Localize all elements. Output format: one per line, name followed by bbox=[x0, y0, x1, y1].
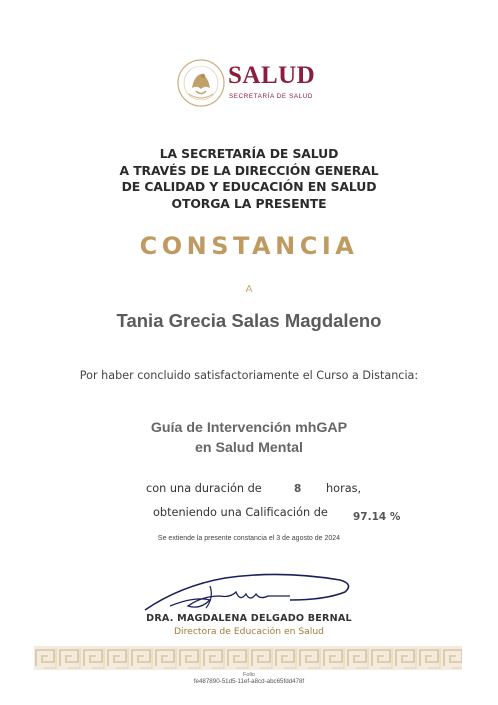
certificate-title: CONSTANCIA bbox=[139, 232, 359, 260]
course-title bbox=[0, 418, 498, 458]
intro-line: DE CALIDAD Y EDUCACIÓN EN SALUD bbox=[121, 179, 377, 194]
intro-line: OTORGA LA PRESENTE bbox=[171, 195, 327, 211]
brand-name: SALUD bbox=[228, 62, 316, 89]
signer-name: DRA. MAGDALENA DELGADO BERNAL bbox=[146, 613, 352, 624]
intro-line: A TRAVÉS DE LA DIRECCIÓN GENERAL bbox=[119, 162, 379, 178]
mexican-coat-of-arms-seal-icon bbox=[176, 58, 226, 108]
brand-subtitle: SECRETARÍA DE SALUD bbox=[229, 93, 314, 100]
duration-number: 8 bbox=[294, 483, 302, 495]
grade-value bbox=[353, 510, 400, 523]
recipient-name: Tania Grecia Salas Magdaleno bbox=[116, 310, 382, 331]
intro-block bbox=[0, 146, 498, 212]
salud-logo bbox=[176, 58, 326, 110]
grade-number: 97.14 % bbox=[353, 511, 401, 523]
folio-label: Folio bbox=[243, 672, 255, 678]
signer-role: Directora de Educación en Salud bbox=[173, 626, 325, 637]
course-line: en Salud Mental bbox=[195, 440, 303, 456]
folio-value: fe487890-51d5-11ef-a8cd-abc65fdd478f bbox=[193, 678, 305, 685]
decorative-border-band bbox=[34, 646, 462, 670]
course-line: Guía de Intervención mhGAP bbox=[150, 420, 348, 436]
to-label: A bbox=[245, 284, 253, 295]
handwritten-signature bbox=[140, 566, 360, 614]
issue-date-text: Se extiende la presente constancia el 3 de agosto de 2024 bbox=[157, 535, 341, 542]
duration-value bbox=[294, 482, 301, 495]
reason-text: Por haber concluido satisfactoriamente el Curso a Distancia: bbox=[79, 369, 419, 382]
duration-label: con una duración de bbox=[146, 482, 262, 495]
grade-label: obteniendo una Calificación de bbox=[153, 506, 328, 519]
duration-unit: horas, bbox=[326, 482, 362, 495]
intro-line: LA SECRETARÍA DE SALUD bbox=[159, 146, 339, 161]
